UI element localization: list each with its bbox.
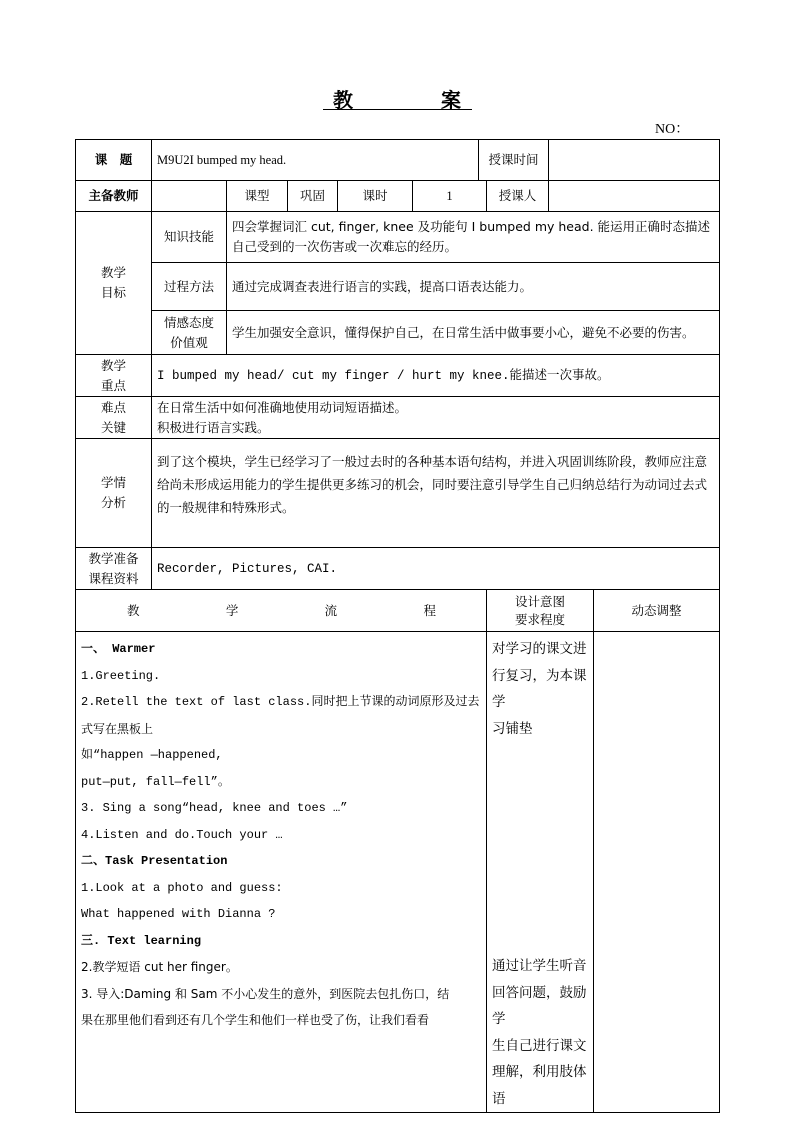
- analysis-label: [76, 439, 152, 548]
- process-line-8: 4.Listen and do.Touch your …: [81, 827, 283, 842]
- process-line-15: 果在那里他们看到还有几个学生和他们一样也受了伤，让我们看看: [81, 1013, 430, 1027]
- process-header-title: [76, 590, 487, 632]
- objectives-label-line2: 目标: [100, 285, 126, 300]
- process-line-13: 2.教学短语 cut her finger。: [81, 960, 238, 974]
- row-preparation: [76, 548, 720, 590]
- process-line-1: 一、 Warmer: [81, 642, 156, 656]
- lesson-value: M9U2I bumped my head.: [152, 140, 479, 181]
- intent-line-6: 生自己进行课文: [492, 1037, 587, 1054]
- difficulties-text: [152, 397, 720, 439]
- intent-body: [487, 632, 594, 1113]
- title-char-1: 教: [333, 88, 353, 112]
- process-method-text: 通过完成调查表进行语言的实践，提高口语表达能力。: [227, 263, 720, 311]
- intent-line-3: 习铺垫: [492, 720, 533, 737]
- process-line-12: 三. Text learning: [81, 933, 202, 948]
- attitude-label: [152, 311, 227, 355]
- process-line-11: What happened with Dianna ?: [81, 907, 276, 921]
- number-label: NO：: [655, 122, 690, 137]
- difficulties-label: [76, 397, 152, 439]
- time-value: [549, 140, 720, 181]
- knowledge-text: 四会掌握词汇 cut, finger, knee 及功能句 I bumped my head. 能运用正确时态描述自己受到的一次伤害或一次难忘的经历。: [227, 212, 720, 263]
- row-key-points: [76, 355, 720, 397]
- hours-value: 1: [413, 181, 487, 212]
- attitude-text: 学生加强安全意识，懂得保护自己，在日常生活中做事要小心，避免不必要的伤害。: [227, 311, 720, 355]
- intent-line-7: 理解，利用肢体语: [492, 1064, 587, 1107]
- row-teacher: [76, 181, 720, 212]
- row-process-body: [76, 632, 720, 1113]
- intent-line-1: 对学习的课文进: [492, 641, 587, 657]
- intent-spacer: [492, 742, 588, 953]
- lesson-label: 课 题: [76, 140, 152, 181]
- difficulties-label-line1: 难点: [100, 399, 126, 415]
- title-underline: [323, 109, 472, 110]
- process-method-label: 过程方法: [152, 263, 227, 311]
- time-label: 授课时间: [479, 140, 549, 181]
- lesson-plan-table: [75, 139, 720, 1113]
- intent-header: [487, 590, 594, 632]
- process-line-3: 2.Retell the text of last class.同时把上节课的动词原形及过去: [81, 695, 480, 709]
- teacher-value: [152, 181, 227, 212]
- difficulties-line1: 在日常生活中如何准确地使用动词短语描述。: [157, 399, 408, 415]
- process-line-4: 式写在黑板上: [81, 721, 154, 736]
- adjust-body: [594, 632, 720, 1113]
- row-attitude: [76, 311, 720, 355]
- hours-label: 课时: [338, 181, 413, 212]
- prep-text: Recorder, Pictures, CAI.: [152, 548, 720, 590]
- row-knowledge: [76, 212, 720, 263]
- row-process-header: [76, 590, 720, 632]
- analysis-text: 到了这个模块，学生已经学习了一般过去时的各种基本语句结构，并进入巩固训练阶段，教师应注意给尚未形成运用能力的学生提供更多练习的机会，同时要注意引导学生自己归纳总结行为动词过去式的一般规律和特殊形式。: [152, 439, 720, 548]
- lecturer-value: [549, 181, 720, 212]
- process-header-char-4: 程: [423, 602, 436, 618]
- intent-header-line2: 要求程度: [515, 611, 566, 627]
- teacher-label: 主备教师: [76, 181, 152, 212]
- key-points-label-line1: 教学: [100, 357, 126, 373]
- title-char-2: 案: [441, 88, 461, 112]
- process-header-char-1: 教: [127, 602, 140, 618]
- knowledge-label: 知识技能: [152, 212, 227, 263]
- prep-label-line2: 课程资料: [88, 570, 139, 586]
- key-points-text: I bumped my head/ cut my finger / hurt my knee.能描述一次事故。: [152, 355, 720, 397]
- row-process-method: [76, 263, 720, 311]
- key-points-label-line2: 重点: [100, 377, 126, 393]
- row-analysis: [76, 439, 720, 548]
- type-value: 巩固: [288, 181, 338, 212]
- process-header-char-3: 流: [324, 602, 338, 618]
- process-line-2: 1.Greeting.: [81, 668, 161, 683]
- row-difficulties: [76, 397, 720, 439]
- difficulties-line2: 积极进行语言实践。: [157, 419, 270, 435]
- analysis-label-line2: 分析: [100, 495, 126, 510]
- attitude-label-line2: 价值观: [170, 334, 208, 350]
- process-body: [76, 632, 487, 1113]
- key-points-label: [76, 355, 152, 397]
- objectives-label-line1: 教学: [100, 265, 126, 280]
- prep-label-line1: 教学准备: [88, 550, 139, 566]
- adjust-header: 动态调整: [594, 590, 720, 632]
- objectives-label: [76, 212, 152, 355]
- lecturer-label: 授课人: [487, 181, 549, 212]
- difficulties-label-line2: 关键: [100, 419, 126, 435]
- process-line-6: put—put, fall—fell”。: [81, 774, 230, 789]
- row-lesson: [76, 140, 720, 181]
- process-line-10: 1.Look at a photo and guess:: [81, 880, 283, 895]
- process-line-5: 如“happen —happened,: [81, 748, 223, 762]
- prep-label: [76, 548, 152, 590]
- type-label: 课型: [227, 181, 288, 212]
- process-line-9: 二、Task Presentation: [81, 854, 228, 868]
- process-header-char-2: 学: [225, 602, 239, 618]
- intent-header-line1: 设计意图: [515, 593, 566, 609]
- process-line-14: 3. 导入:Daming 和 Sam 不小心发生的意外，到医院去包扎伤口，结: [81, 986, 450, 1001]
- attitude-label-line1: 情感态度: [163, 314, 214, 330]
- intent-line-2: 行复习，为本课学: [492, 667, 587, 710]
- intent-line-4: 通过让学生听音: [492, 958, 587, 974]
- intent-line-5: 回答问题，鼓励学: [492, 984, 587, 1027]
- process-line-7: 3. Sing a song“head, knee and toes …”: [81, 801, 348, 815]
- analysis-label-line1: 学情: [100, 475, 126, 490]
